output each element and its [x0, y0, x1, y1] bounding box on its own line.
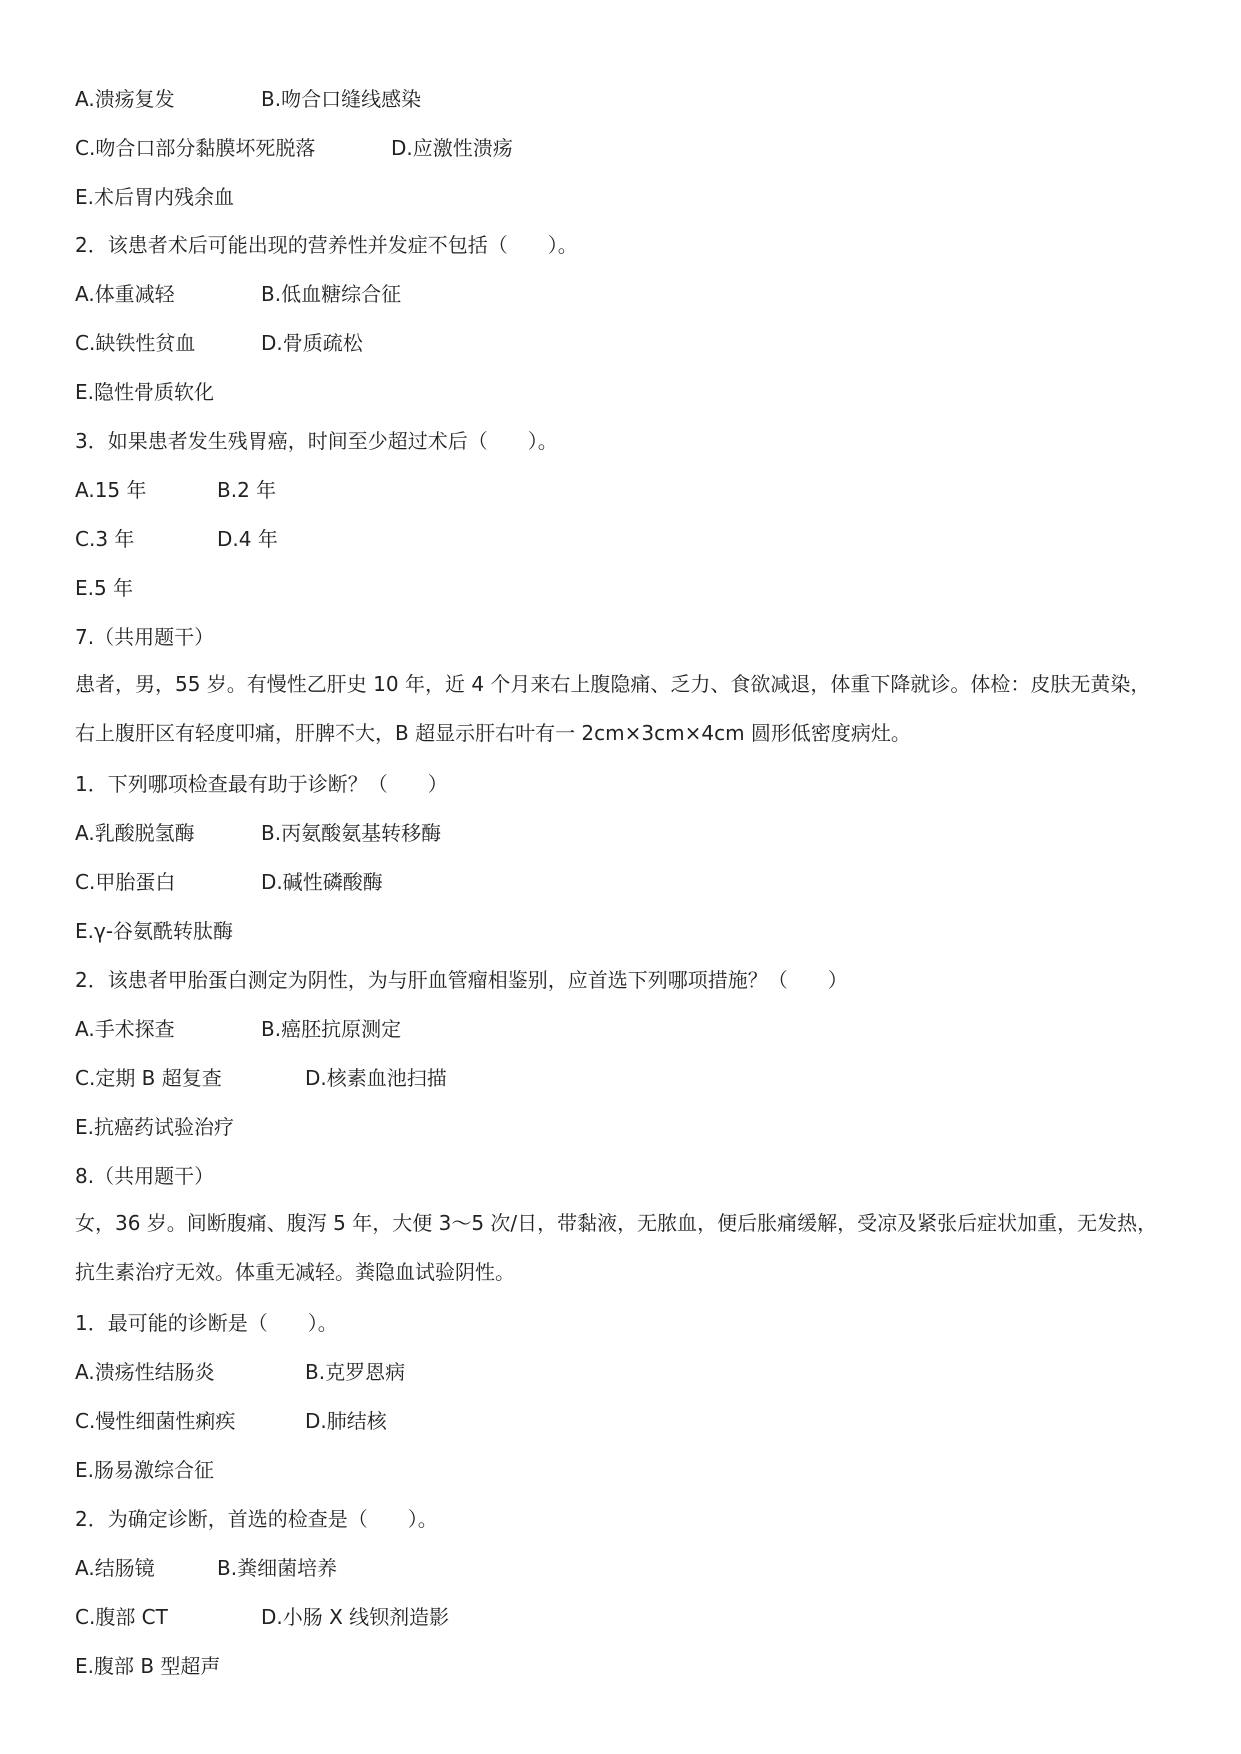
- option-row: [75, 1604, 450, 1630]
- case-stem: 患者，男，55 岁。有慢性乙肝史 10 年，近 4 个月来右上腹隐痛、乏力、食欲减退，体重下降就诊。体检：皮肤无黄染，右上腹肝区有轻度叩痛，肝脾不大，B 超显示肝右叶有一 2cm×3cm×4cm 圆形低密度病灶。: [75, 672, 1151, 745]
- option-b: B.低血糖综合征: [261, 282, 402, 306]
- option-row: [75, 1065, 447, 1091]
- option-c: C.3 年: [75, 527, 135, 551]
- question-stem: 2．为确定诊断，首选的检查是（ ）。: [75, 1507, 438, 1531]
- option-c: C.定期 B 超复查: [75, 1066, 222, 1090]
- option-e: E.术后胃内残余血: [75, 185, 234, 209]
- question-stem: 2．该患者甲胎蛋白测定为阴性，为与肝血管瘤相鉴别，应首选下列哪项措施？（ ）: [75, 968, 848, 992]
- option-c: C.吻合口部分黏膜坏死脱落: [75, 136, 316, 160]
- option-row: [75, 1114, 234, 1140]
- option-e: E.肠易激综合征: [75, 1458, 214, 1482]
- option-a: A.结肠镜: [75, 1556, 155, 1580]
- case-stem: 女，36 岁。间断腹痛、腹泻 5 年，大便 3～5 次/日，带黏液，无脓血，便后胀痛缓解，受凉及紧张后症状加重，无发热，抗生素治疗无效。体重无减轻。粪隐血试验阴性。: [75, 1211, 1158, 1284]
- option-d: D.小肠 X 线钡剂造影: [261, 1605, 450, 1629]
- option-d: D.肺结核: [305, 1409, 387, 1433]
- question-heading: 8.（共用题干）: [75, 1164, 215, 1188]
- option-row: [75, 575, 133, 601]
- option-a: A.乳酸脱氢酶: [75, 821, 195, 845]
- option-c: C.缺铁性贫血: [75, 331, 196, 355]
- option-row: [75, 820, 442, 846]
- option-row: [75, 1408, 387, 1434]
- option-b: B.癌胚抗原测定: [261, 1017, 402, 1041]
- option-e: E.5 年: [75, 576, 134, 600]
- option-row: [75, 526, 278, 552]
- question-heading: 7.（共用题干）: [75, 625, 215, 649]
- option-b: B.粪细菌培养: [217, 1556, 338, 1580]
- option-row: [75, 86, 422, 112]
- option-b: B.丙氨酸氨基转移酶: [261, 821, 442, 845]
- option-c: C.腹部 CT: [75, 1605, 168, 1629]
- option-d: D.骨质疏松: [261, 331, 363, 355]
- option-d: D.核素血池扫描: [305, 1066, 447, 1090]
- option-row: [75, 330, 363, 356]
- option-a: A.溃疡复发: [75, 87, 175, 111]
- option-b: B.吻合口缝线感染: [261, 87, 422, 111]
- option-c: C.甲胎蛋白: [75, 870, 176, 894]
- option-a: A.溃疡性结肠炎: [75, 1360, 215, 1384]
- option-e: E.隐性骨质软化: [75, 380, 214, 404]
- option-row: [75, 184, 234, 210]
- option-row: [75, 379, 214, 405]
- option-a: A.体重减轻: [75, 282, 175, 306]
- option-row: [75, 869, 383, 895]
- question-stem: 3．如果患者发生残胃癌，时间至少超过术后（ ）。: [75, 429, 558, 453]
- option-a: A.手术探查: [75, 1017, 175, 1041]
- option-row: [75, 1016, 402, 1042]
- option-row: [75, 281, 402, 307]
- option-row: [75, 1653, 220, 1679]
- option-e: E.腹部 B 型超声: [75, 1654, 221, 1678]
- option-d: D.应激性溃疡: [391, 136, 513, 160]
- option-d: D.4 年: [217, 527, 278, 551]
- option-d: D.碱性磷酸酶: [261, 870, 383, 894]
- option-row: [75, 1555, 338, 1581]
- option-row: [75, 477, 277, 503]
- option-a: A.15 年: [75, 478, 147, 502]
- option-b: B.克罗恩病: [305, 1360, 406, 1384]
- option-e: E.γ-谷氨酰转肽酶: [75, 919, 234, 943]
- question-stem: 2．该患者术后可能出现的营养性并发症不包括（ ）。: [75, 233, 578, 257]
- option-b: B.2 年: [217, 478, 277, 502]
- option-row: [75, 1457, 214, 1483]
- question-stem: 1．最可能的诊断是（ ）。: [75, 1311, 338, 1335]
- option-e: E.抗癌药试验治疗: [75, 1115, 234, 1139]
- question-stem: 1．下列哪项检查最有助于诊断？（ ）: [75, 772, 448, 796]
- option-row: [75, 918, 233, 944]
- option-row: [75, 1359, 406, 1385]
- option-row: [75, 135, 513, 161]
- option-c: C.慢性细菌性痢疾: [75, 1409, 236, 1433]
